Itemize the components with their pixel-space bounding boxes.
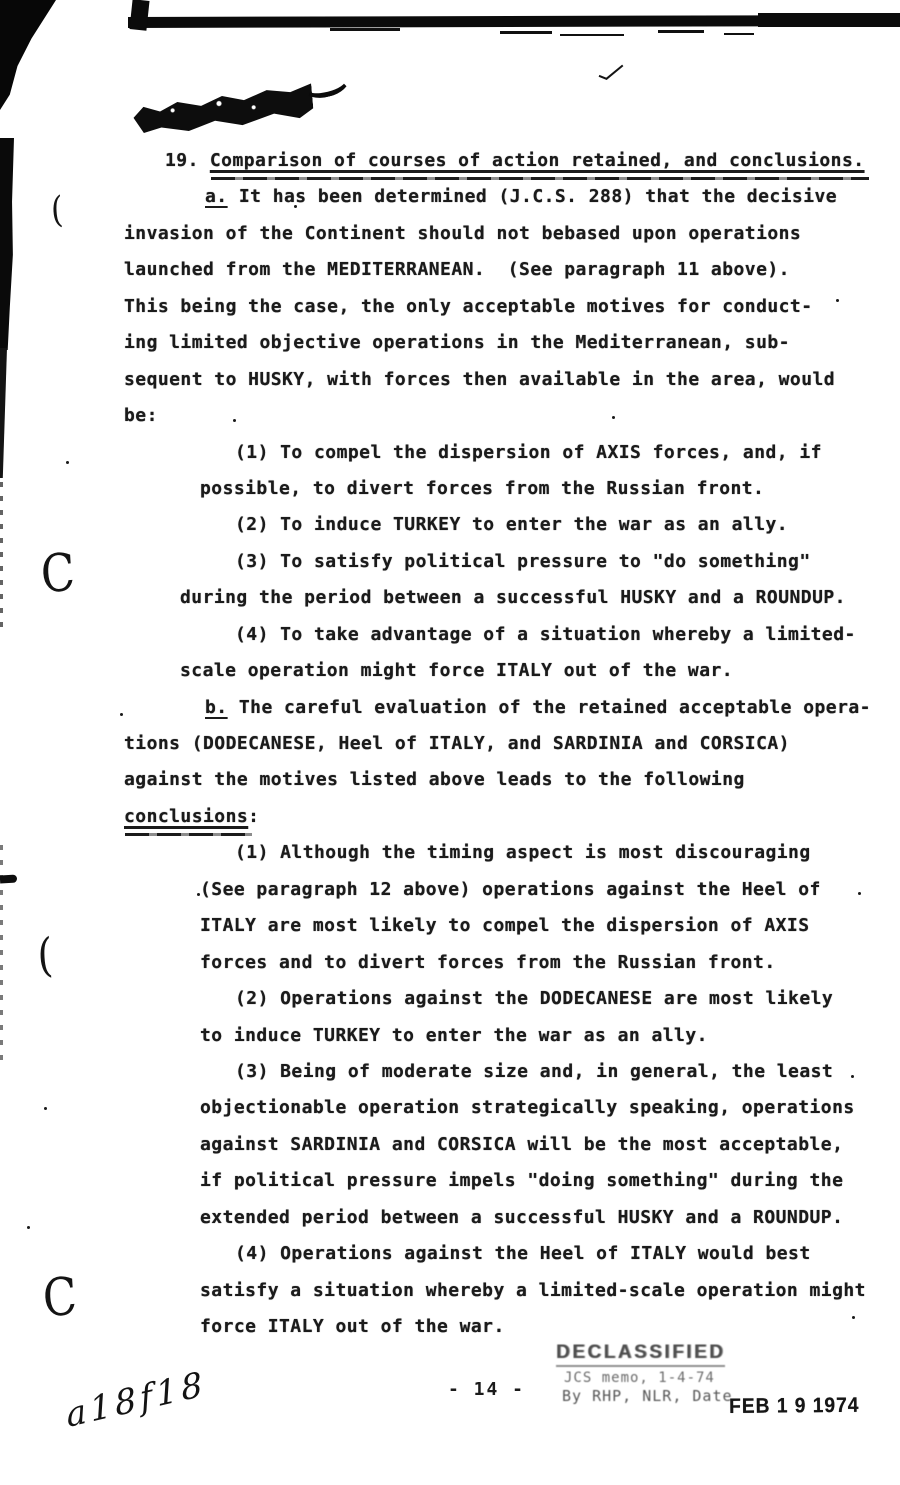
- doc-line: (See paragraph 12 above) operations against the Heel of: [200, 878, 821, 900]
- doc-line: This being the case, the only acceptable motives for conduct-: [124, 295, 813, 317]
- doc-line: ITALY are most likely to compel the dispersion of AXIS: [200, 915, 810, 937]
- check-mark-artifact: [596, 62, 629, 88]
- doc-line: invasion of the Continent should not bebased upon operations: [124, 222, 802, 244]
- page-number: - 14 -: [448, 1379, 526, 1400]
- scan-dash: [560, 34, 624, 36]
- scan-dash: [500, 31, 552, 34]
- doc-line: against the motives listed above leads to the following: [124, 769, 745, 791]
- doc-line: extended period between a successful HUSKY and a ROUNDUP.: [200, 1206, 844, 1228]
- underlined-text: a.: [205, 186, 228, 208]
- doc-line: (2) Operations against the DODECANESE are most likely: [235, 988, 834, 1010]
- underlined-text: b.: [205, 696, 228, 718]
- stamp-line-authority: JCS memo, 1-4-74: [564, 1370, 715, 1386]
- doc-line: scale operation might force ITALY out of the war.: [180, 660, 734, 682]
- doc-line: (4) To take advantage of a situation whereby a limited-: [235, 623, 856, 645]
- stamp-line-by: By RHP, NLR, Date: [562, 1387, 733, 1405]
- doc-line: b. The careful evaluation of the retained acceptable opera-: [205, 696, 871, 718]
- margin-paren-mark: C: [41, 1266, 79, 1330]
- doc-line: be:: [124, 405, 158, 427]
- doc-line: to induce TURKEY to enter the war as an ally.: [200, 1024, 708, 1046]
- handwritten-note: a18f18: [64, 1363, 209, 1436]
- declassification-stamp: [556, 1342, 733, 1405]
- doc-line: (3) Being of moderate size and, in general, the least: [235, 1060, 834, 1082]
- doc-line: against SARDINIA and CORSICA will be the most acceptable,: [200, 1133, 844, 1155]
- obliterated-classification-stamp: [132, 80, 315, 136]
- scan-dash: [330, 28, 400, 31]
- doc-line: ing limited objective operations in the Mediterranean, sub-: [124, 332, 790, 354]
- heading-number: 19.: [165, 150, 199, 171]
- doc-line: possible, to divert forces from the Russian front.: [200, 477, 765, 499]
- scan-top-bar-right: [758, 13, 900, 27]
- doc-line: (3) To satisfy political pressure to "do something": [235, 550, 811, 572]
- margin-paren-mark: C: [39, 542, 77, 606]
- doc-line: conclusions:: [124, 805, 260, 827]
- doc-line: force ITALY out of the war.: [200, 1316, 505, 1337]
- doc-line: if political pressure impels "doing something" during the: [200, 1170, 844, 1192]
- doc-line: (4) Operations against the Heel of ITALY would best: [235, 1243, 811, 1265]
- doc-line: (1) Although the timing aspect is most discouraging: [235, 842, 811, 864]
- doc-line: tions (DODECANESE, Heel of ITALY, and SARDINIA and CORSICA): [124, 733, 790, 754]
- doc-line: launched from the MEDITERRANEAN. (See paragraph 11 above).: [124, 259, 790, 281]
- doc-line: satisfy a situation whereby a limited-scale operation might: [200, 1279, 866, 1301]
- margin-paren-mark: (: [49, 189, 65, 232]
- date-stamp: FEB 1 9 1974: [729, 1393, 860, 1418]
- heading-line: [0, 143, 900, 179]
- doc-line: forces and to divert forces from the Russian front.: [200, 951, 776, 973]
- scan-dash: [658, 30, 704, 33]
- stamp-line-declassified: DECLASSIFIED: [556, 1342, 725, 1367]
- underlined-text: conclusions: [124, 805, 249, 827]
- doc-line: during the period between a successful HUSKY and a ROUNDUP.: [180, 587, 846, 609]
- doc-line: a. It has been determined (J.C.S. 288) that the decisive: [205, 186, 838, 208]
- margin-paren-mark: (: [35, 927, 55, 983]
- scan-dash: [724, 33, 754, 35]
- heading-title: Comparison of courses of action retained, and conclusions.: [209, 150, 865, 171]
- scan-blob-top-left: [0, 0, 70, 110]
- document-lines: [0, 143, 900, 1345]
- doc-line: objectionable operation strategically speaking, operations: [200, 1097, 855, 1119]
- doc-line: sequent to HUSKY, with forces then available in the area, would: [124, 368, 836, 390]
- doc-line: (2) To induce TURKEY to enter the war as an ally.: [235, 514, 789, 536]
- scan-bar-hook: [129, 0, 149, 31]
- doc-line: (1) To compel the dispersion of AXIS forces, and, if: [235, 441, 822, 463]
